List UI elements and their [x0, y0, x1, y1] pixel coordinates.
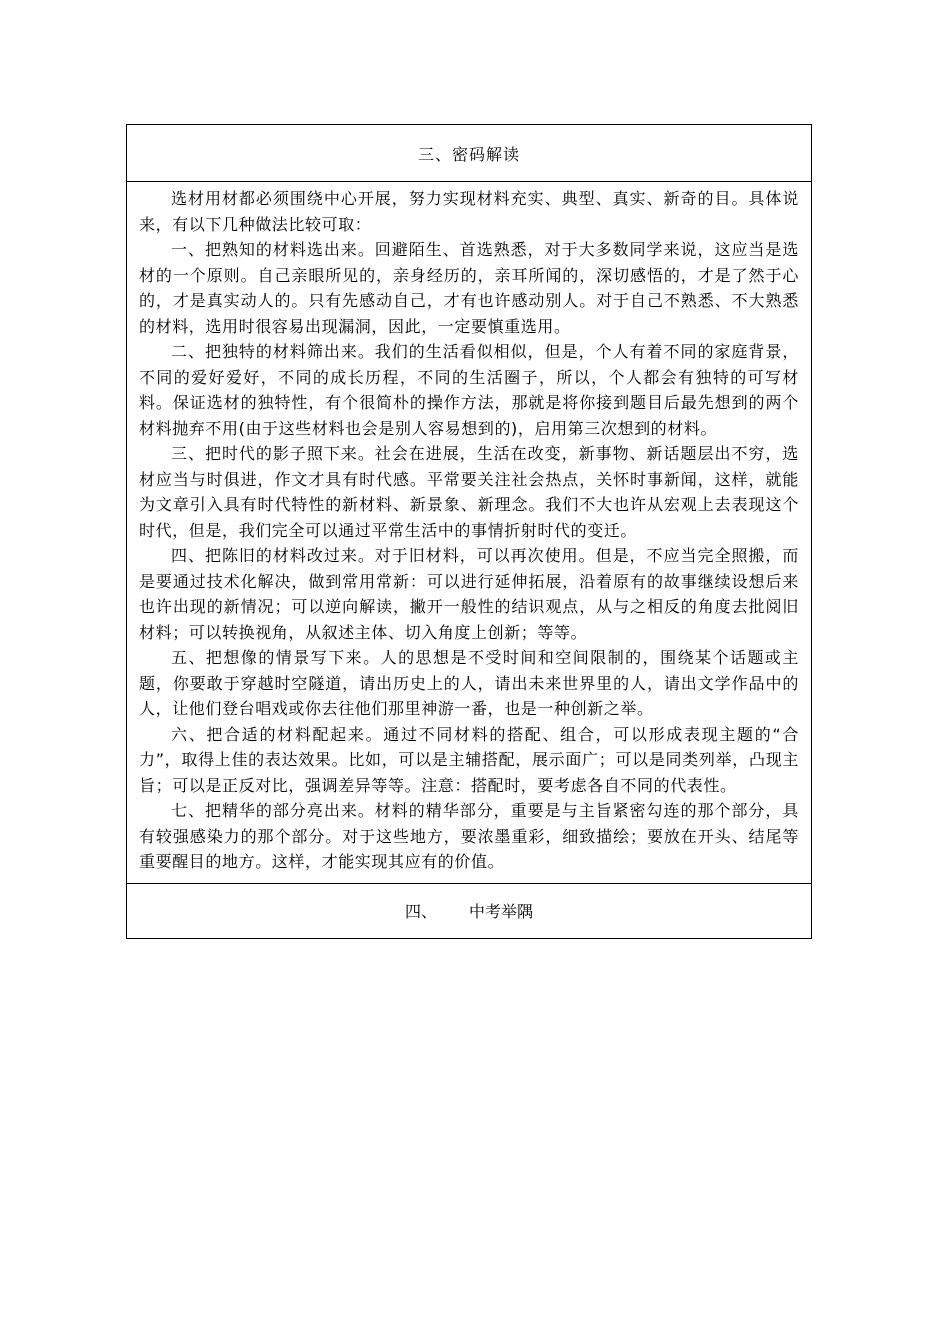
section-3-body: [127, 181, 811, 884]
paragraph-point-5: 五、把想像的情景写下来。人的思想是不受时间和空间限制的，围绕某个话题或主题，你要敢于穿越时空隧道，请出历史上的人，请出未来世界里的人，请出文学作品中的人，让他们登台唱戏或你去往他们那里神游一番，也是一种创新之举。: [139, 648, 799, 718]
section-4-heading: 中考举隅: [469, 902, 534, 921]
paragraph-intro: 选材用材都必须围绕中心开展，努力实现材料充实、典型、真实、新奇的目。具体说来，有以下几种做法比较可取：: [139, 189, 799, 234]
section-4-title: [127, 884, 811, 938]
document-table: [126, 124, 812, 939]
paragraph-point-7: 七、把精华的部分亮出来。材料的精华部分，重要是与主旨紧密勾连的那个部分，具有较强感染力的那个部分。对于这些地方，要浓墨重彩，细致描绘；要放在开头、结尾等重要醒目的地方。这样，才能实现其应有的价值。: [139, 801, 799, 871]
paragraph-point-4: 四、把陈旧的材料改过来。对于旧材料，可以再次使用。但是，不应当完全照搬，而是要通过技术化解决，做到常用常新：可以进行延伸拓展，沿着原有的故事继续设想后来也许出现的新情况；可以逆向解读，撇开一般性的结识观点，从与之相反的角度去批阅旧材料；可以转换视角，从叙述主体、切入角度上创新；等等。: [139, 546, 799, 642]
section-3-title: 三、密码解读: [417, 144, 520, 164]
paragraph-point-6: 六、把合适的材料配起来。通过不同材料的搭配、组合，可以形成表现主题的“合力”，取得上佳的表达效果。比如，可以是主辅搭配，展示面广；可以是同类列举，凸现主旨；可以是正反对比，强调差异等等。注意：搭配时，要考虑各自不同的代表性。: [139, 724, 799, 795]
section-4-number: 四、: [404, 902, 437, 921]
paragraph-point-2: 二、把独特的材料筛出来。我们的生活看似相似，但是，个人有着不同的家庭背景，不同的爱好爱好，不同的成长历程，不同的生活圈子，所以，个人都会有独特的可写材料。保证选材的独特性，有个很简朴的操作方法，那就是将你接到题目后最先想到的两个材料抛弃不用(由于这些材料也会是别人容易想到的)，启用第三次想到的材料。: [139, 342, 799, 438]
paragraph-point-1: 一、把熟知的材料选出来。回避陌生、首选熟悉，对于大多数同学来说，这应当是选材的一个原则。自己亲眼所见的，亲身经历的，亲耳所闻的，深切感悟的，才是了然于心的，才是真实动人的。只有先感动自己，才有也许感动别人。对于自己不熟悉、不大熟悉的材料，选用时很容易出现漏洞，因此，一定要慎重选用。: [139, 240, 799, 336]
paragraph-point-3: 三、把时代的影子照下来。社会在进展，生活在改变，新事物、新话题层出不穷，选材应当与时俱进，作文才具有时代感。平常要关注社会热点，关怀时事新闻，这样，就能为文章引入具有时代特性的新材料、新景象、新理念。我们不大也许从宏观上去表现这个时代，但是，我们完全可以通过平常生活中的事情折射时代的变迁。: [139, 444, 799, 540]
